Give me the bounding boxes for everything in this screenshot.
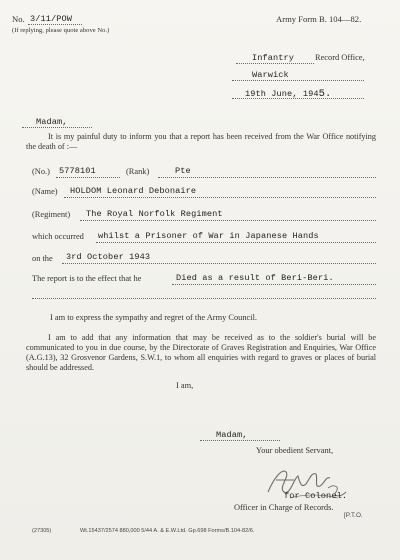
letter-date-text: 19th June, 194 <box>245 89 319 99</box>
date-of-death: 3rd October 1943 <box>66 252 151 262</box>
intro-paragraph: It is my painful duty to inform you that a report has been received from the War Office notifying the death of :— <box>26 132 376 151</box>
number-underline <box>28 24 82 25</box>
date-underline <box>232 98 364 99</box>
officer-in-charge: Officer in Charge of Records. <box>234 503 334 512</box>
regiment-value: The Royal Norfolk Regiment <box>86 209 223 219</box>
number-value: 3/11/POW <box>30 14 73 24</box>
field-rank-label: (Rank) <box>126 167 150 176</box>
town-underline <box>232 80 364 81</box>
letter-date-year-digit: 5. <box>318 88 332 100</box>
number-label: No. <box>12 14 25 24</box>
reply-note: (If replying, please quote above No.) <box>12 27 110 34</box>
salutation: Madam, <box>36 117 68 127</box>
footer-pto: [P.T.O. <box>344 512 363 519</box>
form-id: Army Form B. 104—82. <box>276 14 362 24</box>
cause-of-death: Died as a result of Beri-Beri. <box>176 273 334 283</box>
for-colonel: for Colonel. <box>284 491 348 501</box>
footer-code: (27305) <box>32 528 52 534</box>
occurred-value: whilst a Prisoner of War in Japanese Hands <box>98 231 319 241</box>
unit-underline <box>236 63 314 64</box>
rank-underline <box>158 177 376 178</box>
field-occurred-label: which occurred <box>32 232 84 241</box>
occurred-underline <box>96 242 376 243</box>
field-regiment-label: (Regiment) <box>32 210 71 219</box>
report-continuation-line <box>32 298 376 299</box>
record-office-label: Record Office, <box>315 53 365 62</box>
closing-madam-underline <box>200 440 280 441</box>
closing-madam: Madam, <box>216 430 248 440</box>
closing-servant: Your obedient Servant, <box>256 446 334 455</box>
office-town: Warwick <box>252 70 289 80</box>
field-name-label: (Name) <box>32 187 58 196</box>
rank-value: Pte <box>175 166 191 176</box>
footer-print-line: Wt.15437/2574 880,000 5/44 A. & E.W.Ltd. Gp.698 Forms/B.104-82/6. <box>80 528 255 534</box>
date-of-death-underline <box>62 263 376 264</box>
sympathy-line: I am to express the sympathy and regret of the Army Council. <box>50 313 257 322</box>
unit-name: Infantry <box>252 53 295 63</box>
name-underline <box>64 197 376 198</box>
field-report-label: The report is to the effect that he <box>32 274 142 283</box>
soldier-name: HOLDOM Leonard Debonaire <box>70 186 197 196</box>
service-number: 5778101 <box>59 166 96 176</box>
salutation-underline <box>22 127 92 128</box>
i-am-line: I am, <box>176 381 194 390</box>
service-number-underline <box>56 177 120 178</box>
cause-underline <box>172 284 376 285</box>
field-no-label: (No.) <box>32 167 50 176</box>
info-paragraph: I am to add that any information that may be received as to the soldier's burial will be communicated to you in due course, by the Directorate of Graves Registration and Enquiries, War Office (A.G.13), 32 Grosvenor Gardens, S.W.1, to whom all enquiries with regard to graves or places of burial should be addressed. <box>26 333 376 372</box>
regiment-underline <box>80 220 376 221</box>
field-on-label: on the <box>32 254 53 263</box>
